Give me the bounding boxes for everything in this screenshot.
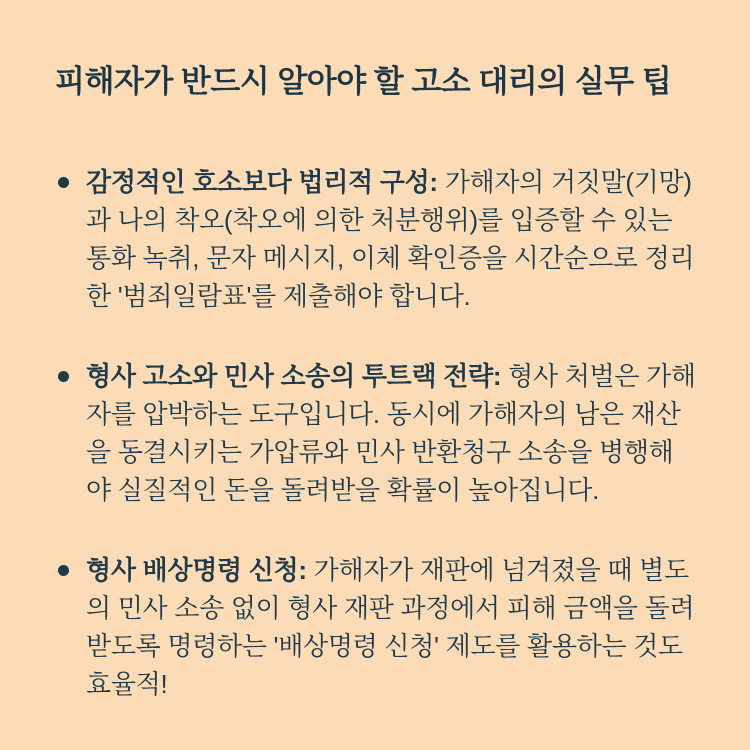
bullet-icon [58,565,69,576]
tip-body: 가해자의 거짓말(기망)과 나의 착오(착오에 의한 처분행위)를 입증할 수 있는 통화 녹취, 문자 메시지, 이체 확인증을 시간순으로 정리한 '범죄일람표'를 제출해야 합니다. [86,167,695,312]
page-title: 피해자가 반드시 알아야 할 고소 대리의 실무 팁 [55,64,672,99]
bullet-icon [58,177,69,188]
tip-text [86,163,698,315]
tip-body: 가해자가 재판에 넘겨졌을 때 별도의 민사 소송 없이 형사 재판 과정에서 피해 금액을 돌려받도록 명령하는 '배상명령 신청' 제도를 활용하는 것도 효율적! [86,555,695,700]
tip-text [86,357,698,509]
tip-lead: 형사 고소와 민사 소송의 투트랙 전략: [86,361,502,392]
tip-lead: 감정적인 호소보다 법리적 구성: [86,167,438,198]
list-item [55,357,698,509]
tips-list [55,163,698,703]
list-item [55,163,698,315]
tip-body: 형사 처벌은 가해자를 압박하는 도구입니다. 동시에 가해자의 남은 재산을 동결시키는 가압류와 민사 반환청구 소송을 병행해야 실질적인 돈을 돌려받을 확률이 높아집니다. [86,361,696,506]
tip-lead: 형사 배상명령 신청: [86,555,307,586]
tip-text [86,551,698,703]
bullet-icon [58,371,69,382]
list-item [55,551,698,703]
